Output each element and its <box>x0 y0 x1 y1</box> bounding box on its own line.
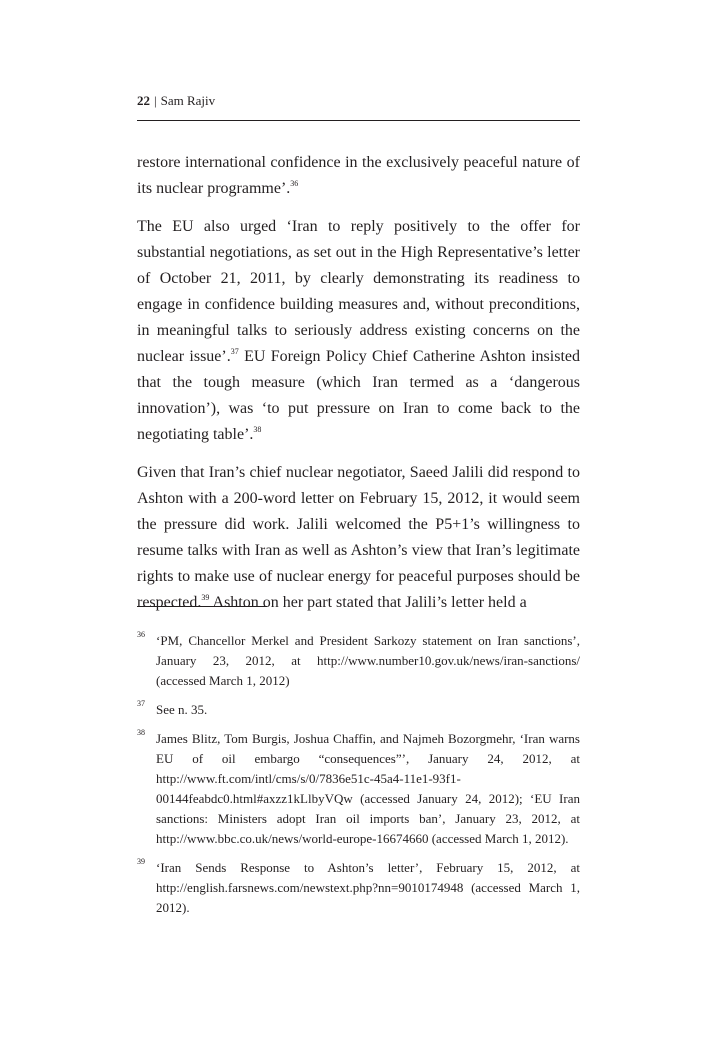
header-author: Sam Rajiv <box>160 93 216 108</box>
footnote-36 <box>137 631 580 691</box>
footnote-ref-38[interactable]: 38 <box>253 425 262 434</box>
footnote-text: James Blitz, Tom Burgis, Joshua Chaffin, and Najmeh Bozorgmehr, ‘Iran warns EU of oil embargo “consequences”’, January 24, 2012, at http://www.ft.com/intl/cms/s/0/7836e51c-45a4-11e1-93f1-00144feabdc0.html#axzz1kLlbyVQw (accessed January 24, 2012); ‘EU Iran sanctions: Ministers adopt Iran oil imports ban’, January 23, 2012, at http://www.bbc.co.uk/news/world-europe-16674660 (accessed March 1, 2012). <box>156 731 580 846</box>
footnote-text: ‘Iran Sends Response to Ashton’s letter’, February 15, 2012, at http://english.farsnews.com/newstext.php?nn=9010174948 (accessed March 1, 2012). <box>156 860 580 915</box>
footnote-ref-39[interactable]: 39 <box>201 593 210 602</box>
body-text <box>137 150 580 628</box>
paragraph-text: The EU also urged ‘Iran to reply positively to the offer for substantial negotiations, as set out in the High Representative’s letter of October 21, 2011, by clearly demonstrating its readiness to engage in confidence building measures and, without preconditions, in meaningful talks to seriously address existing concerns on the nuclear issue’. <box>137 218 580 365</box>
footnote-divider <box>137 606 267 607</box>
paragraph-text: Ashton on her part stated that Jalili’s letter held a <box>209 594 527 611</box>
paragraph-1 <box>137 150 580 202</box>
paragraph-text: EU Foreign Policy Chief Catherine Ashton insisted that the tough measure (which Iran termed as a ‘dangerous innovation’), was ‘to put pressure on Iran to come back to the negotiating table’. <box>137 348 580 443</box>
footnote-39 <box>137 858 580 918</box>
footnote-37 <box>137 700 580 720</box>
footnote-ref-36[interactable]: 36 <box>290 179 299 188</box>
footnotes <box>137 631 580 927</box>
footnote-text: See n. 35. <box>156 702 208 717</box>
paragraph-3 <box>137 460 580 616</box>
footnote-number: 39 <box>137 857 145 866</box>
footnote-38 <box>137 729 580 849</box>
running-header <box>137 92 580 121</box>
footnote-ref-37[interactable]: 37 <box>230 347 239 356</box>
paragraph-text: restore international confidence in the exclusively peaceful nature of its nuclear programme’. <box>137 154 580 197</box>
footnote-number: 36 <box>137 630 145 639</box>
paragraph-text: Given that Iran’s chief nuclear negotiator, Saeed Jalili did respond to Ashton with a 200-word letter on February 15, 2012, it would seem the pressure did work. Jalili welcomed the P5+1’s willingness to resume talks with Iran as well as Ashton’s view that Iran’s legitimate rights to make use of nuclear energy for peaceful purposes should be respected. <box>137 464 580 611</box>
paragraph-2 <box>137 214 580 448</box>
footnote-number: 37 <box>137 699 145 708</box>
header-separator: | <box>154 93 157 108</box>
page-number: 22 <box>137 93 150 108</box>
footnote-text: ‘PM, Chancellor Merkel and President Sarkozy statement on Iran sanctions’, January 23, 2012, at http://www.number10.gov.uk/news/iran-sanctions/ (accessed March 1, 2012) <box>156 633 580 688</box>
footnote-number: 38 <box>137 728 145 737</box>
